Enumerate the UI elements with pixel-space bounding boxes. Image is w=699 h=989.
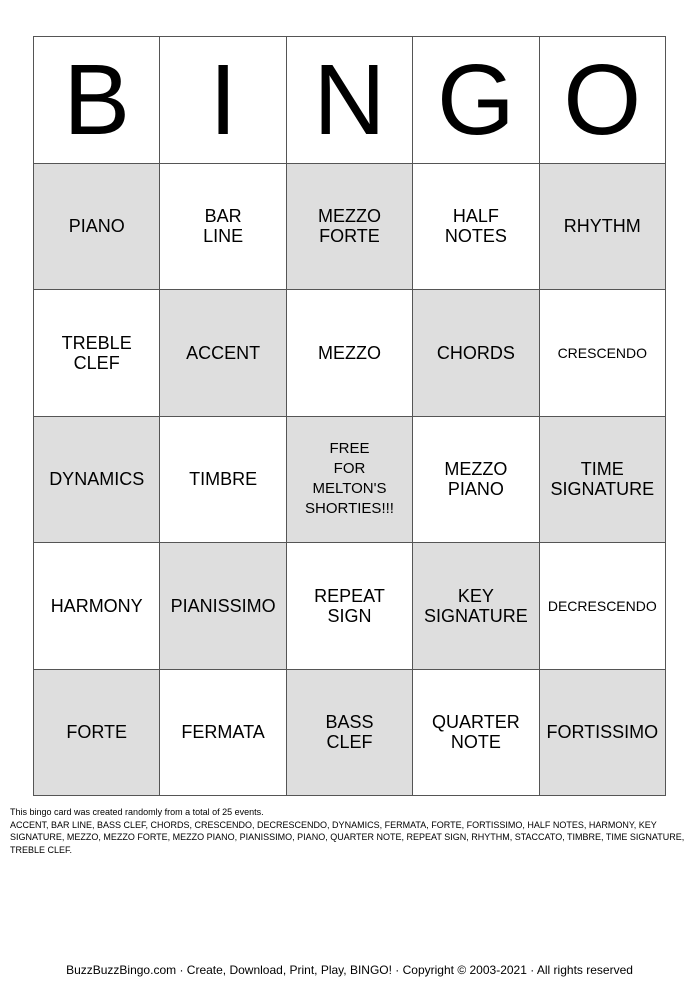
card-info-event-list: ACCENT, BAR LINE, BASS CLEF, CHORDS, CRESCENDO, DECRESCENDO, DYNAMICS, FERMATA, FORTE, FORTISSIMO, HALF NOTES, HARMONY, KEY SIGNATURE, MEZZO, MEZZO FORTE, MEZZO PIANO, PIANISSIMO, PIANO, QUARTER NOTE, REPEAT SIGN, RHYTHM, STACCATO, TIMBRE, TIME SIGNATURE, TREBLE CLEF. <box>10 819 685 855</box>
bingo-cell: FORTE <box>34 670 160 797</box>
bingo-cell: FORTISSIMO <box>540 670 666 797</box>
bingo-cell: FERMATA <box>160 670 286 797</box>
bingo-cell: RHYTHM <box>540 164 666 291</box>
bingo-cell: KEY SIGNATURE <box>413 543 539 670</box>
header-letter-n: N <box>287 37 413 164</box>
bingo-cell: PIANISSIMO <box>160 543 286 670</box>
bingo-cell: CHORDS <box>413 290 539 417</box>
bingo-cell: HARMONY <box>34 543 160 670</box>
bingo-cell: TREBLE CLEF <box>34 290 160 417</box>
free-space-cell: FREE FOR MELTON'S SHORTIES!!! <box>287 417 413 544</box>
bingo-cell: DECRESCENDO <box>540 543 666 670</box>
bingo-cell: QUARTER NOTE <box>413 670 539 797</box>
card-info <box>10 806 690 856</box>
bingo-card <box>33 36 666 796</box>
bingo-cell: MEZZO FORTE <box>287 164 413 291</box>
bingo-cell: TIMBRE <box>160 417 286 544</box>
bingo-cell: MEZZO <box>287 290 413 417</box>
footer-copyright: BuzzBuzzBingo.com · Create, Download, Print, Play, BINGO! · Copyright © 2003-2021 · All rights reserved <box>66 963 633 977</box>
bingo-cell: MEZZO PIANO <box>413 417 539 544</box>
bingo-cell: BAR LINE <box>160 164 286 291</box>
bingo-cell: DYNAMICS <box>34 417 160 544</box>
bingo-cell: HALF NOTES <box>413 164 539 291</box>
bingo-cell: BASS CLEF <box>287 670 413 797</box>
bingo-cell: ACCENT <box>160 290 286 417</box>
bingo-cell: PIANO <box>34 164 160 291</box>
header-letter-o: O <box>540 37 666 164</box>
card-info-summary: This bingo card was created randomly from a total of 25 events. <box>10 807 264 817</box>
bingo-cell: CRESCENDO <box>540 290 666 417</box>
bingo-cell: TIME SIGNATURE <box>540 417 666 544</box>
header-letter-i: I <box>160 37 286 164</box>
header-letter-g: G <box>413 37 539 164</box>
header-letter-b: B <box>34 37 160 164</box>
bingo-cell: REPEAT SIGN <box>287 543 413 670</box>
